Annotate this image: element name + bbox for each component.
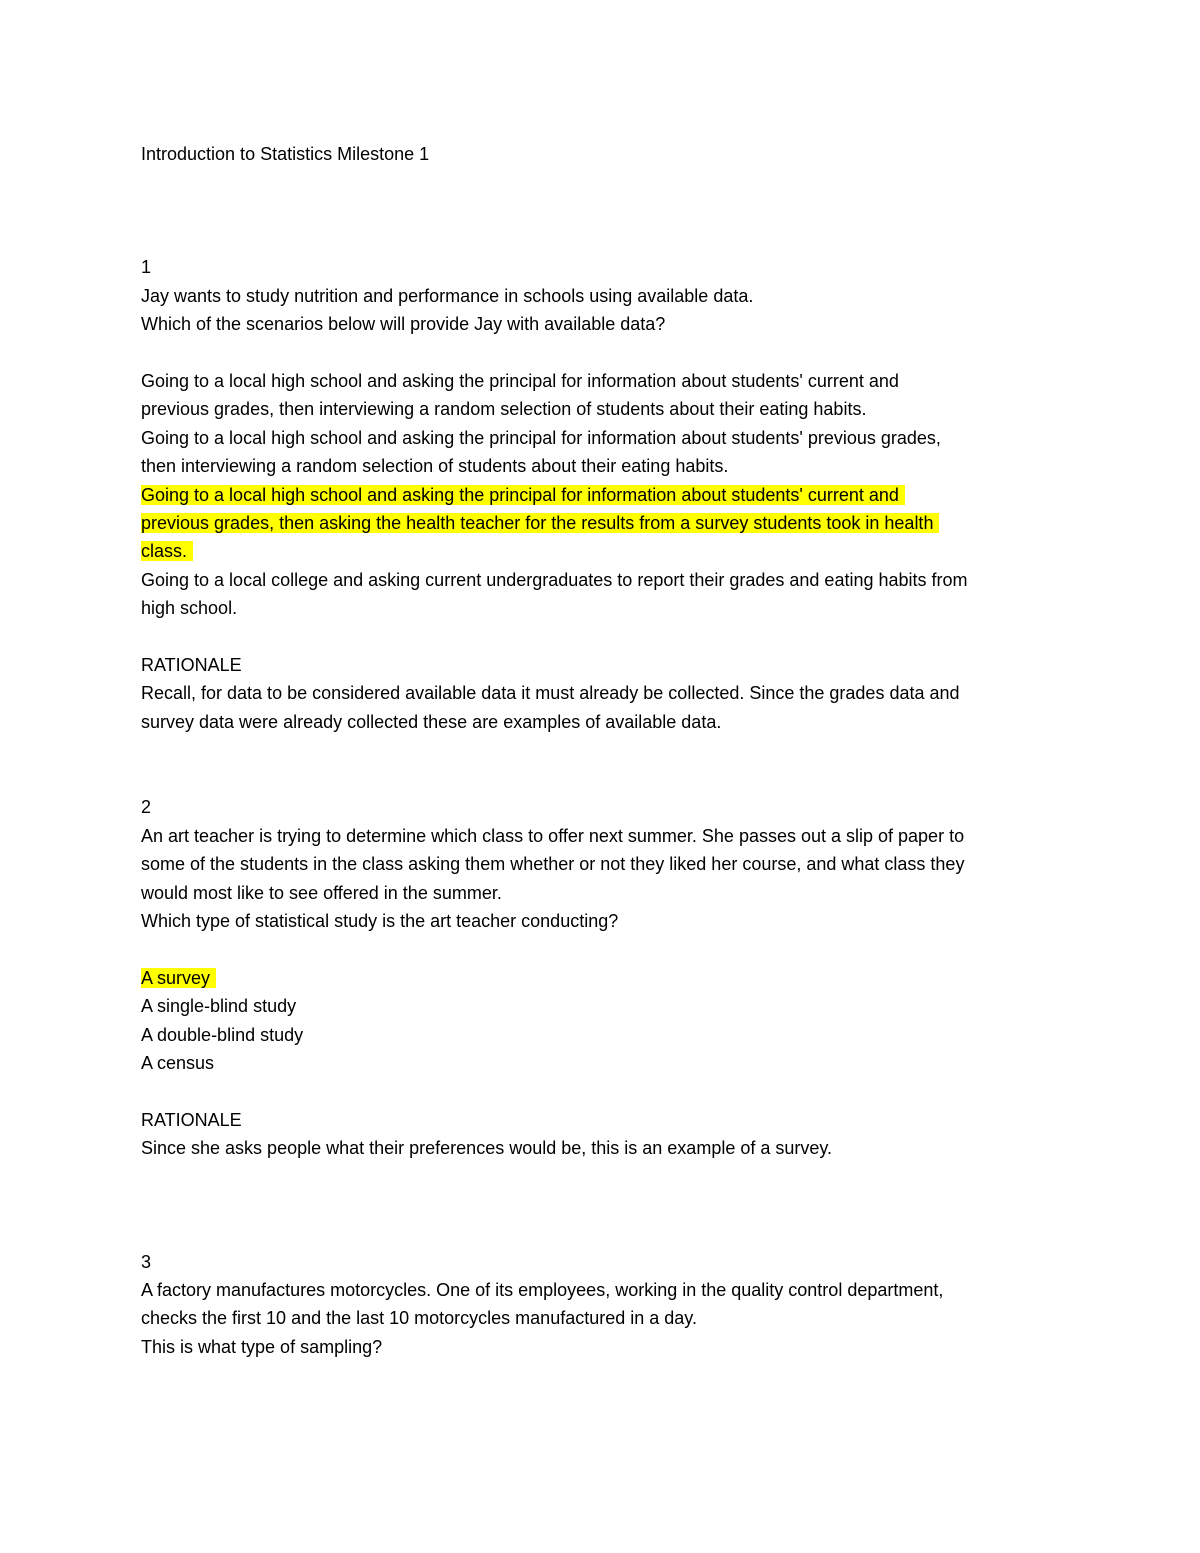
rationale-label: RATIONALE	[141, 655, 242, 676]
question-prompt-line: This is what type of sampling?	[141, 1336, 383, 1357]
question-number: 3	[141, 1251, 152, 1272]
answer-option: A single-blind study	[141, 996, 297, 1017]
question-prompt-line: Which of the scenarios below will provide Jay with available data?	[141, 314, 666, 335]
answer-option-line: Going to a local high school and asking the principal for information about students' previous grades,	[141, 427, 941, 448]
document-page	[141, 140, 1061, 1361]
answer-option	[141, 424, 1061, 481]
rationale-line: survey data were already collected these are examples of available data.	[141, 711, 722, 732]
answer-option-line: previous grades, then interviewing a random selection of students about their eating habits.	[141, 399, 867, 420]
answer-option: A double-blind study	[141, 1024, 304, 1045]
answer-option	[141, 367, 1061, 424]
answer-option-line: Going to a local high school and asking the principal for information about students' current and	[141, 371, 899, 392]
question-1	[141, 253, 1061, 736]
question-3	[141, 1248, 1061, 1362]
question-2	[141, 793, 1061, 1162]
answer-option-line: previous grades, then asking the health teacher for the results from a survey students took in health	[141, 513, 939, 533]
answer-option: A census	[141, 1052, 215, 1073]
answer-option-line: class.	[141, 541, 193, 561]
question-prompt-line: An art teacher is trying to determine which class to offer next summer. She passes out a slip of paper to	[141, 825, 965, 846]
answer-option	[141, 566, 1061, 623]
question-prompt-line: Which type of statistical study is the art teacher conducting?	[141, 910, 619, 931]
question-prompt-line: Jay wants to study nutrition and performance in schools using available data.	[141, 285, 754, 306]
answer-option-line: high school.	[141, 598, 238, 619]
question-number: 2	[141, 797, 152, 818]
answer-option-line: then interviewing a random selection of students about their eating habits.	[141, 456, 729, 477]
document-title: Introduction to Statistics Milestone 1	[141, 144, 430, 164]
question-prompt-line: A factory manufactures motorcycles. One of its employees, working in the quality control department,	[141, 1279, 944, 1300]
rationale-line: Since she asks people what their preferences would be, this is an example of a survey.	[141, 1138, 833, 1159]
rationale-line: Recall, for data to be considered available data it must already be collected. Since the grades data and	[141, 683, 960, 704]
answer-option-highlighted: A survey	[141, 968, 216, 988]
question-prompt-line: some of the students in the class asking them whether or not they liked her course, and what class they	[141, 854, 965, 875]
answer-option-highlighted	[141, 481, 1061, 566]
question-number: 1	[141, 257, 152, 278]
answer-option-line: Going to a local college and asking current undergraduates to report their grades and eating habits from	[141, 569, 968, 590]
answer-option-line: Going to a local high school and asking the principal for information about students' current and	[141, 485, 905, 505]
question-prompt-line: checks the first 10 and the last 10 motorcycles manufactured in a day.	[141, 1308, 697, 1329]
rationale-label: RATIONALE	[141, 1109, 242, 1130]
question-prompt-line: would most like to see offered in the summer.	[141, 882, 502, 903]
